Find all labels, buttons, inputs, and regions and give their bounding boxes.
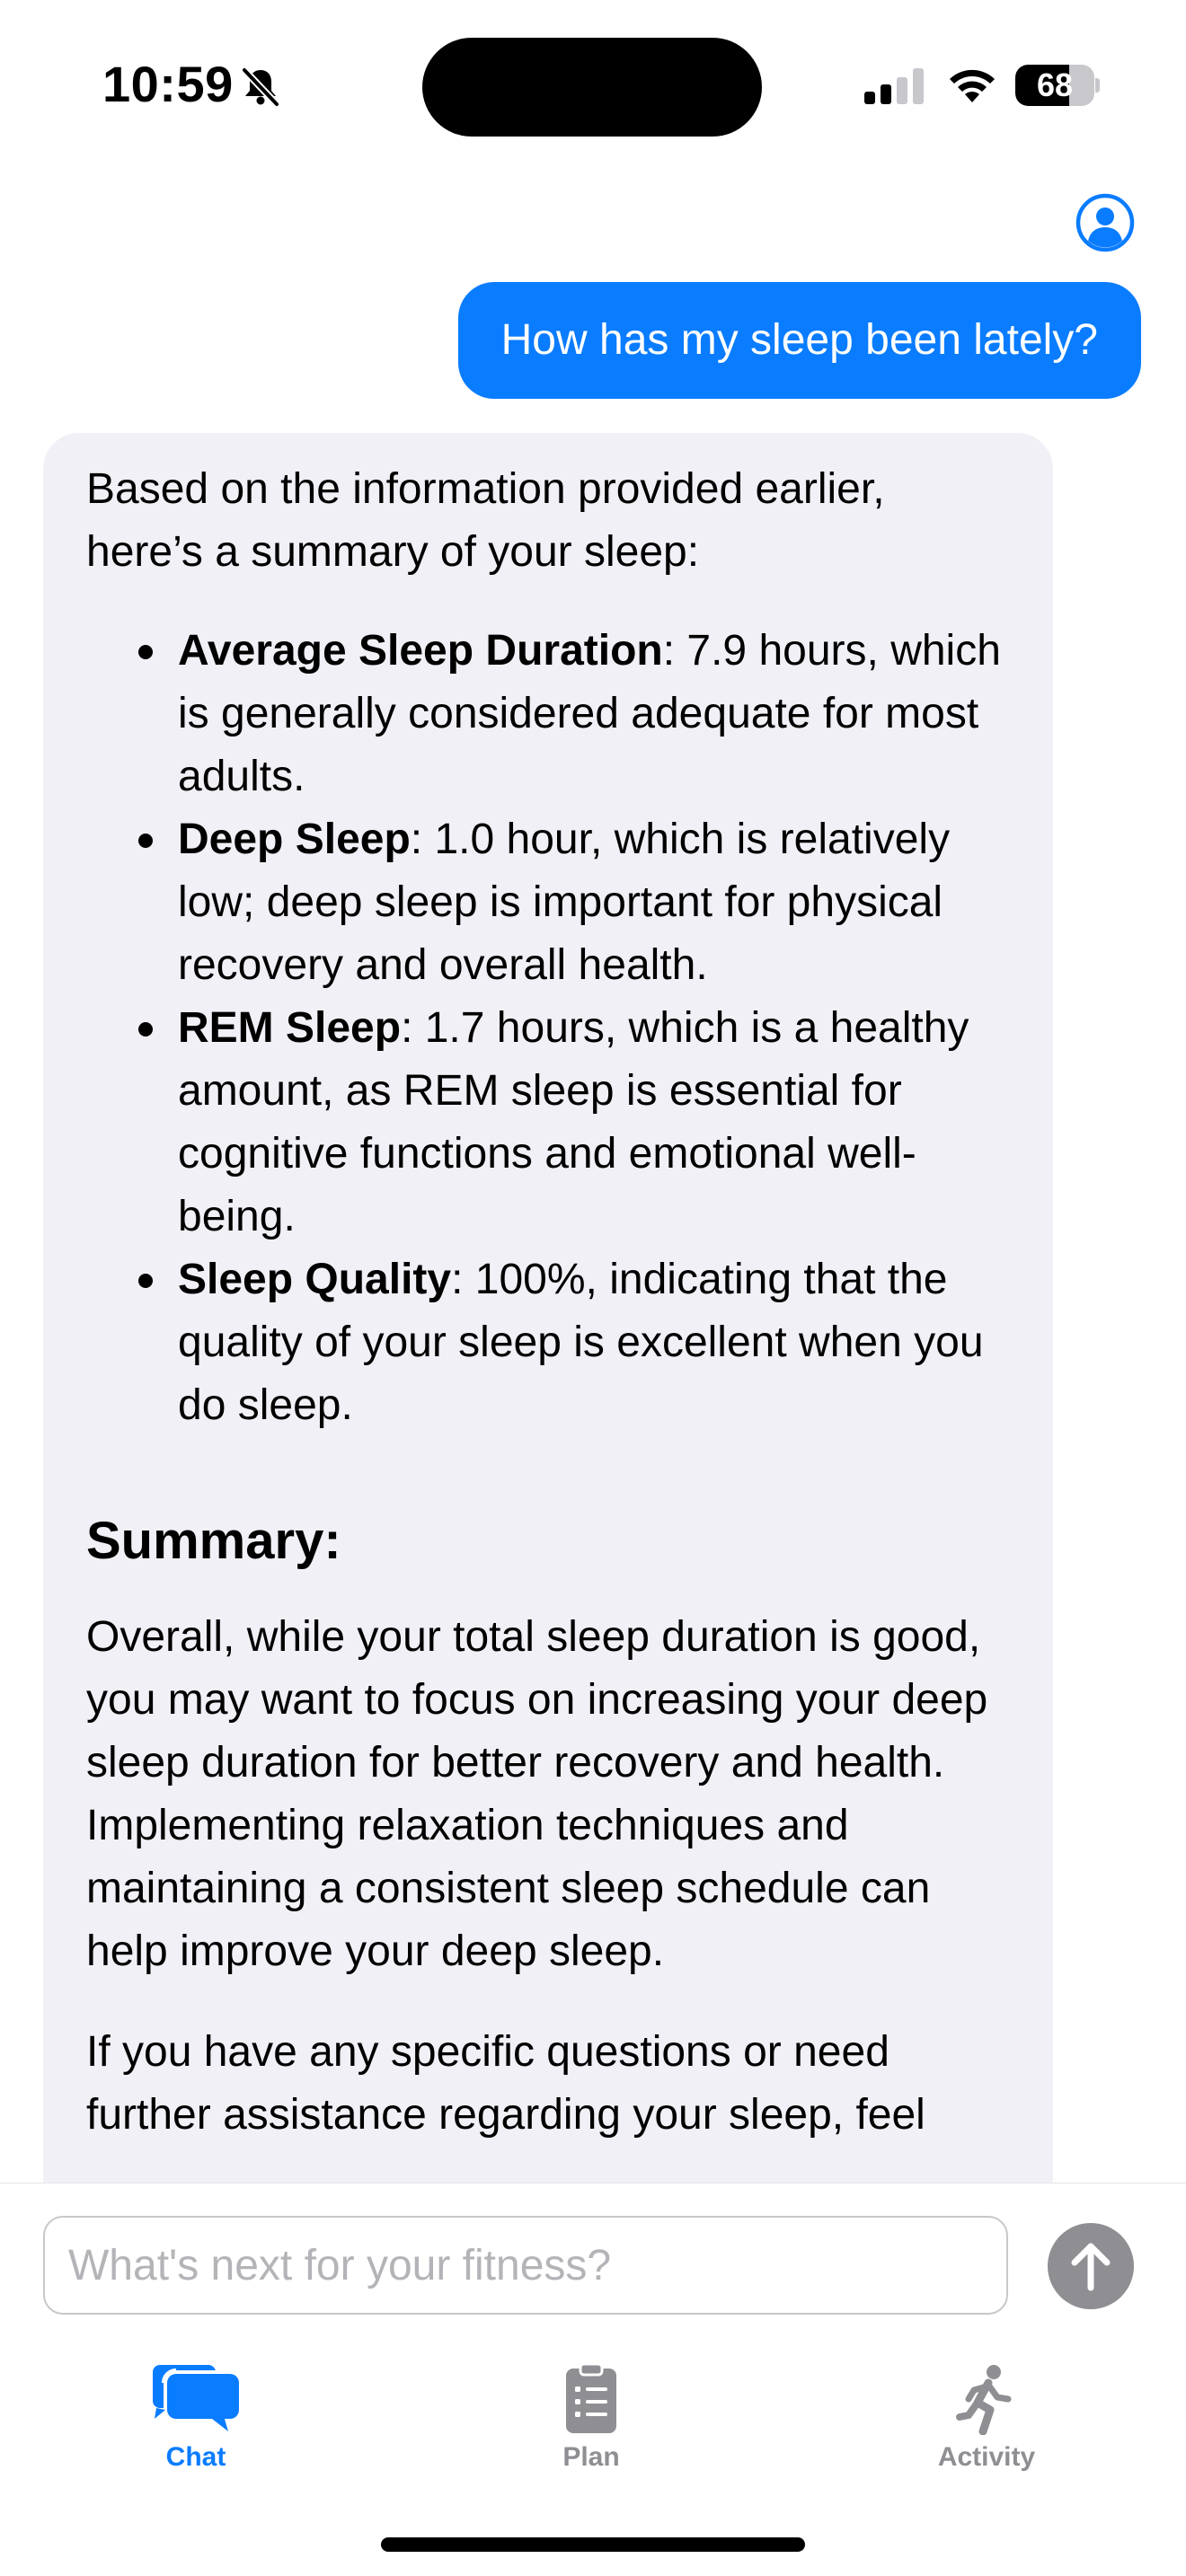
battery-body (1015, 65, 1094, 106)
tab-chat[interactable] (106, 2363, 286, 2507)
bullet-term: REM Sleep (178, 1004, 402, 1052)
bullet-text: : 7.9 hours, which is generally considered adequate for most adults. (178, 627, 1001, 800)
wifi-icon (945, 65, 999, 104)
bullet-term: Deep Sleep (178, 816, 411, 863)
battery-level: 68 (1036, 66, 1074, 103)
list-item (178, 997, 1010, 1248)
bullet-text: : 1.0 hour, which is relatively low; deep sleep is important for physical recovery and overall health. (178, 816, 951, 989)
clipboard-list-icon (546, 2363, 636, 2435)
running-figure-icon (942, 2363, 1031, 2435)
bullet-term: Sleep Quality (178, 1256, 452, 1303)
battery-icon (1015, 65, 1100, 106)
list-item (178, 808, 1010, 997)
user-message-bubble: How has my sleep been lately? (458, 282, 1141, 399)
person-circle-icon[interactable] (1075, 192, 1136, 253)
arrow-up-icon (1048, 2223, 1134, 2309)
tab-plan[interactable] (501, 2363, 681, 2507)
bullet-text: : 100%, indicating that the quality of your sleep is excellent when you do sleep. (178, 1256, 984, 1429)
tab-label: Plan (562, 2442, 620, 2472)
list-item (178, 1248, 1010, 1437)
tab-activity[interactable] (897, 2363, 1076, 2507)
sleep-metrics-list (86, 620, 1010, 1437)
assistant-intro: Based on the information provided earlier, here’s a summary of your sleep: (86, 465, 885, 576)
list-item (178, 620, 1010, 808)
bottom-bar (0, 2183, 1186, 2576)
battery-nub (1095, 78, 1100, 93)
bullet-text: : 1.7 hours, which is a healthy amount, as REM sleep is essential for cognitive functions and emotional well-being. (178, 1004, 969, 1240)
closing-paragraph: If you have any specific questions or need further assistance regarding your sleep, feel (86, 2028, 925, 2139)
status-time: 10:59 (102, 56, 234, 112)
dynamic-island (422, 38, 762, 137)
bullet-term: Average Sleep Duration (178, 627, 663, 675)
summary-heading: Summary: (86, 1512, 341, 1570)
tab-label: Activity (937, 2442, 1036, 2472)
chat-bubbles-icon (151, 2363, 241, 2435)
send-button[interactable] (1048, 2223, 1134, 2309)
bell-slash-icon (239, 65, 282, 108)
cellular-signal-icon (863, 66, 925, 106)
summary-paragraph: Overall, while your total sleep duration is good, you may want to focus on increasing your deep sleep duration for better recovery and health. Implementing relaxation techniques and maintaining a consistent sleep schedule can help improve your deep sleep. (86, 1613, 988, 1975)
tab-label: Chat (165, 2442, 226, 2472)
assistant-message-bubble (43, 433, 1053, 2229)
home-indicator (381, 2537, 805, 2552)
message-input[interactable] (43, 2216, 1008, 2315)
